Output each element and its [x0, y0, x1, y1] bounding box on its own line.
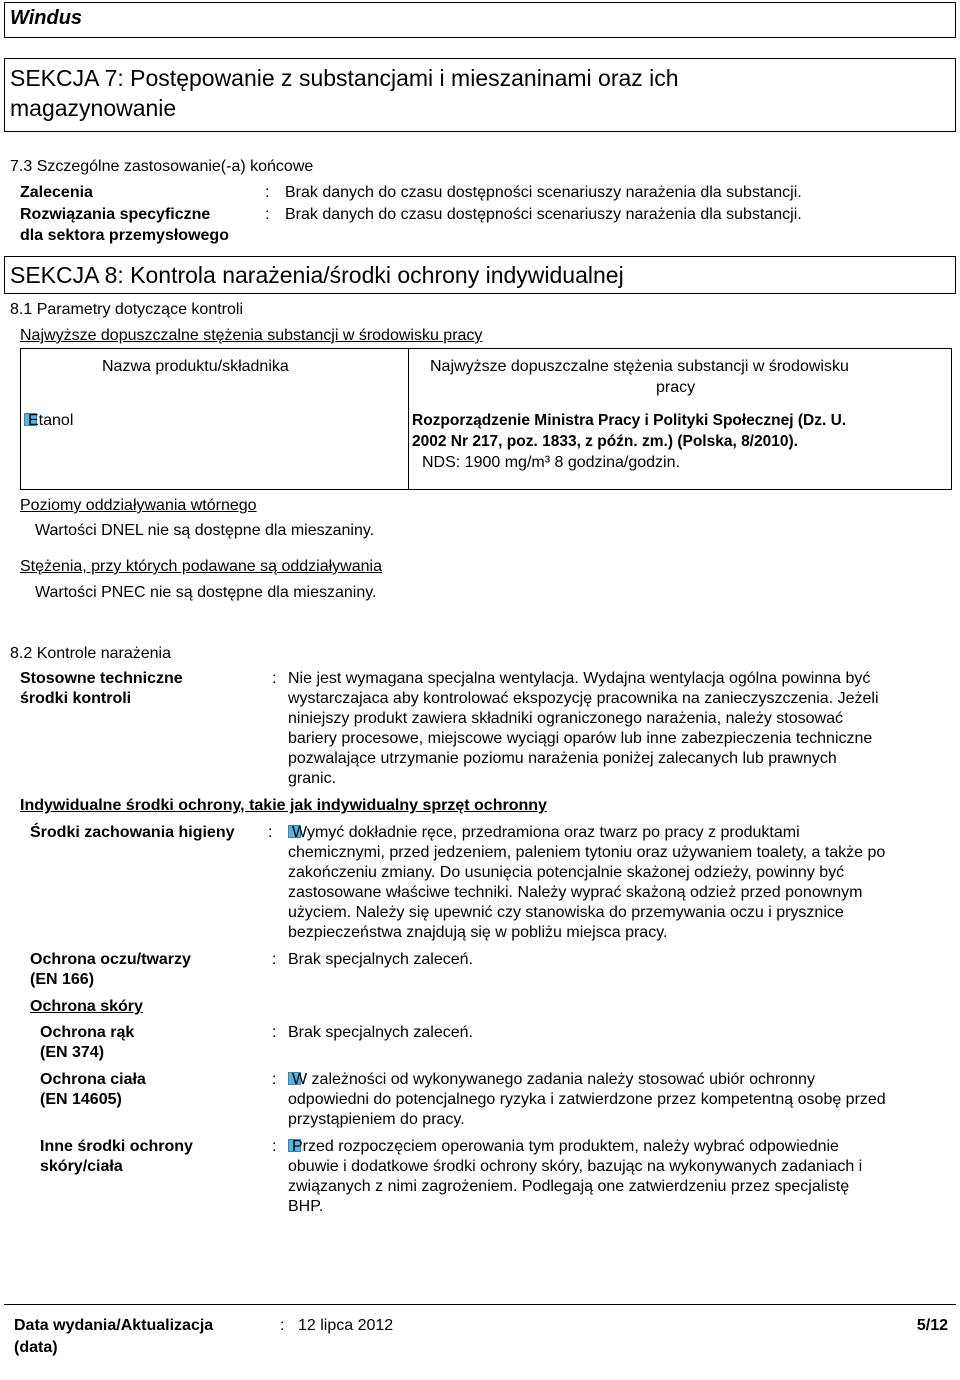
eng-controls-text: [288, 669, 958, 789]
colon: :: [265, 206, 270, 223]
oel-heading: Najwyższe dopuszczalne stężenia substancji w środowisku pracy: [20, 327, 483, 344]
text-line: Nie jest wymagana specjalna wentylacja. Wydajna wentylacja ogólna powinna być: [288, 670, 871, 687]
text-line: Przed rozpoczęciem operowania tym produktem, należy wybrać odpowiednie: [288, 1137, 958, 1157]
colon: :: [272, 670, 277, 687]
colon: :: [272, 1071, 277, 1088]
text-line: zakończeniu zmiany. Do usunięcia potencjalnie skażonej odzieży, powinny być: [288, 864, 845, 881]
sector-solutions-value: Brak danych do czasu dostępności scenariuszy narażenia dla substancji.: [285, 206, 802, 223]
company-name: Windus: [10, 7, 83, 29]
eye-protection-label-line2: (EN 166): [30, 971, 95, 988]
eng-controls-label-line1: Stosowne techniczne: [20, 670, 183, 687]
subsection-8-1: 8.1 Parametry dotyczące kontroli: [10, 301, 243, 318]
body-protection-text: [288, 1070, 958, 1130]
text-line: bezpieczeństwa znajdują się w pobliżu miejsca pracy.: [288, 924, 668, 941]
footer-rule: [4, 1304, 956, 1305]
hygiene-label: Środki zachowania higieny: [30, 824, 235, 841]
section7-title-line2: magazynowanie: [10, 95, 177, 121]
col-header-oel-line1: Najwyższe dopuszczalne stężenia substancji w środowisku: [430, 358, 849, 375]
sector-solutions-label-line1: Rozwiązania specyficzne: [20, 206, 211, 223]
pnec-heading: Stężenia, przy których podawane są oddziaływania: [20, 558, 382, 575]
regulation-line1: Rozporządzenie Ministra Pracy i Polityki Społecznej (Dz. U.: [412, 412, 847, 429]
ppe-heading: Indywidualne środki ochrony, takie jak indywidualny sprzęt ochronny: [20, 797, 547, 814]
text-line: chemicznymi, przed jedzeniem, paleniem tytoniu oraz używaniem toalety, a także po: [288, 844, 886, 861]
colon: :: [272, 1138, 277, 1155]
text-line: W zależności od wykonywanego zadania należy stosować ubiór ochronny: [288, 1070, 958, 1090]
text-line: niniejszy produkt zawiera składniki ograniczonego narażenia, należy stosować: [288, 710, 843, 727]
colon: :: [265, 184, 270, 201]
dnel-heading: Poziomy oddziaływania wtórnego: [20, 497, 257, 514]
recommendations-label: Zalecenia: [20, 184, 93, 201]
col-header-product: Nazwa produktu/składnika: [102, 358, 289, 375]
colon: :: [280, 1317, 285, 1334]
colon: :: [272, 1024, 277, 1041]
text-line: wystarczajaca aby kontrolować ekspozycję pracownika na zanieczyszczenia. Jeżeli: [288, 690, 879, 707]
body-protection-label-line1: Ochrona ciała: [40, 1071, 146, 1088]
hand-protection-label-line2: (EN 374): [40, 1044, 105, 1061]
text-line: granic.: [288, 770, 337, 787]
eye-protection-value: Brak specjalnych zaleceń.: [288, 951, 473, 968]
colon: :: [268, 824, 273, 841]
hand-protection-label-line1: Ochrona rąk: [40, 1024, 135, 1041]
footer-date-label-line1: Data wydania/Aktualizacja: [14, 1317, 214, 1334]
text-line: Wymyć dokładnie ręce, przedramiona oraz twarz po pracy z produktami: [288, 823, 958, 843]
text-line: przystąpieniem do pracy.: [288, 1111, 465, 1128]
section8-title: SEKCJA 8: Kontrola narażenia/środki ochrony indywidualnej: [10, 262, 624, 288]
eng-controls-label-line2: środki kontroli: [20, 690, 132, 707]
oel-table-divider: [408, 348, 409, 490]
col-header-oel-line2: pracy: [656, 379, 696, 396]
body-protection-label-line2: (EN 14605): [40, 1091, 122, 1108]
text-line: związanych z nimi zagrożeniem. Podlegają one zatwierdzeniu przez specjalistę: [288, 1178, 850, 1195]
text-line: bariery procesowe, miejscowe wyciągi oparów lub inne zabezpieczenia techniczne: [288, 730, 873, 747]
footer-date-label-line2: (data): [14, 1339, 58, 1356]
text-line: zastosowane właściwe techniki. Należy wyprać skażoną odzież przed ponownym: [288, 884, 863, 901]
pnec-text: Wartości PNEC nie są dostępne dla mieszaniny.: [35, 584, 377, 601]
regulation-line2: 2002 Nr 217, poz. 1833, z późn. zm.) (Polska, 8/2010).: [412, 433, 798, 450]
text-line: pozwalające utrzymanie poziomu narażenia poniżej zalecanych lub prawnych: [288, 750, 837, 767]
other-skin-protection-text: [288, 1137, 958, 1217]
text-line: BHP.: [288, 1198, 324, 1215]
colon: :: [272, 951, 277, 968]
text-line: użyciem. Należy się upewnić czy stanowiska do przemywania oczu i prysznice: [288, 904, 844, 921]
subsection-8-2: 8.2 Kontrole narażenia: [10, 645, 171, 662]
section7-title-line1: SEKCJA 7: Postępowanie z substancjami i mieszaninami oraz ich: [10, 65, 679, 91]
header-box: [4, 2, 956, 38]
page-number: 5/12: [916, 1317, 948, 1334]
subsection-7-3: 7.3 Szczególne zastosowanie(-a) końcowe: [10, 158, 314, 175]
other-skin-protection-label-line1: Inne środki ochrony: [40, 1138, 193, 1155]
sector-solutions-label-line2: dla sektora przemysłowego: [20, 227, 229, 244]
text-line: odpowiedni do potencjalnego ryzyka i zatwierdzone przez kompetentną osobę przed: [288, 1091, 886, 1108]
hygiene-text: [288, 823, 958, 943]
recommendations-value: Brak danych do czasu dostępności scenariuszy narażenia dla substancji.: [285, 184, 802, 201]
hand-protection-value: Brak specjalnych zaleceń.: [288, 1024, 473, 1041]
nds-value: NDS: 1900 mg/m³ 8 godzina/godzin.: [422, 454, 680, 471]
product-name: Etanol: [24, 412, 73, 430]
eye-protection-label-line1: Ochrona oczu/twarzy: [30, 951, 191, 968]
footer-date-value: 12 lipca 2012: [298, 1317, 394, 1334]
text-line: obuwie i dodatkowe środki ochrony skóry, bazując na wykonywanych zadaniach i: [288, 1158, 863, 1175]
skin-protection-heading: Ochrona skóry: [30, 998, 143, 1015]
dnel-text: Wartości DNEL nie są dostępne dla mieszaniny.: [35, 522, 375, 539]
other-skin-protection-label-line2: skóry/ciała: [40, 1158, 123, 1175]
